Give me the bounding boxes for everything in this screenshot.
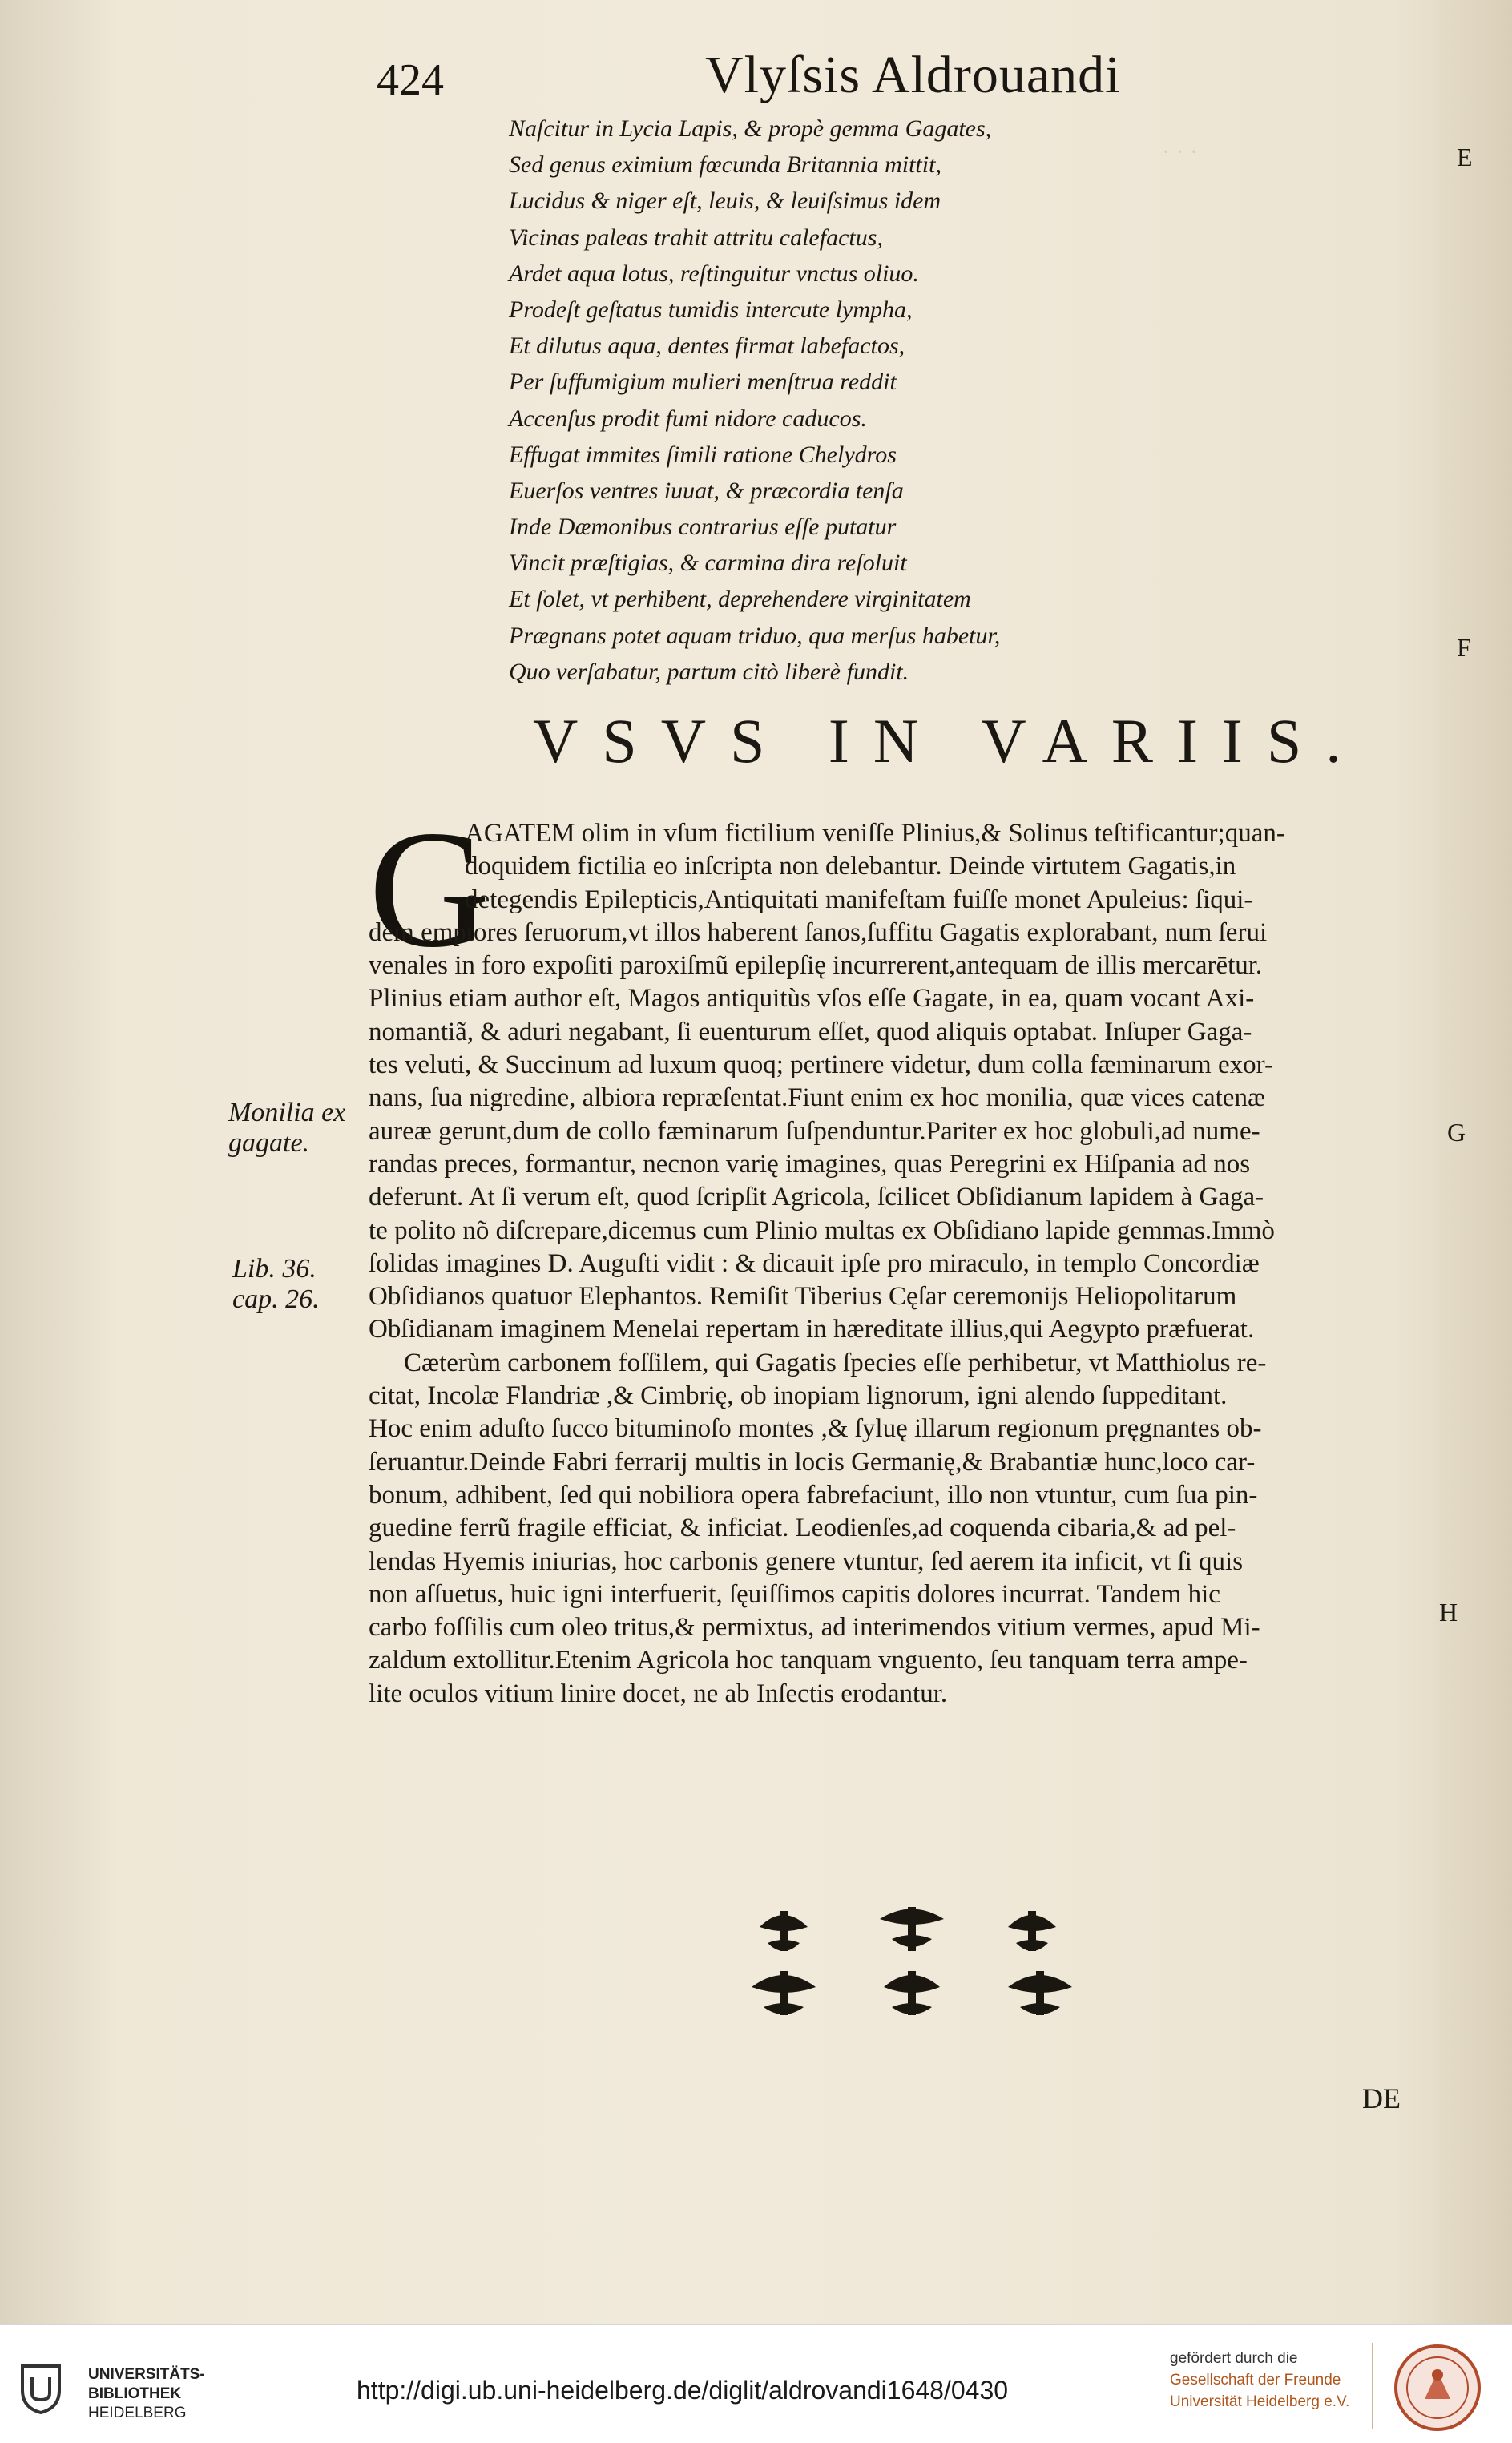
body-line: aureæ gerunt,dum de collo fæminarum ſuſpenduntur.Pariter ex hoc globuli,ad nume- xyxy=(369,1116,1260,1146)
margin-note-line: Lib. 36. xyxy=(232,1254,317,1284)
body-line: Plinius etiam author eſt, Magos antiquitùs vſos eſſe Gagate, in ea, quam vocant Axi- xyxy=(369,984,1255,1014)
body-line: zaldum extollitur.Etenim Agricola hoc tanquam vnguento, ſeu tanquam terra ampe- xyxy=(369,1646,1248,1675)
body-line: te polito nõ diſcrepare,dicemus cum Plinio multas ex Obſidiano lapide gemmas.Immò xyxy=(369,1215,1275,1245)
funder-line: Gesellschaft der Freunde xyxy=(1170,2372,1341,2389)
drop-cap: G xyxy=(369,796,490,982)
ornament-fleuron xyxy=(1008,1911,1056,1951)
body-line: dem emptores ſeruorum,vt illos haberent ſanos,ſuffitu Gagatis explorabant, num ſerui xyxy=(369,917,1268,947)
signature-mark: G xyxy=(1447,1118,1466,1147)
body-line: citat, Incolæ Flandriæ ,& Cimbrię, ob inopiam lignorum, igni alendo ſuppeditant. xyxy=(369,1381,1228,1411)
signature-mark: H xyxy=(1439,1598,1458,1627)
catchword: DE xyxy=(1362,2082,1401,2114)
poem-line: Naſcitur in Lycia Lapis, & propè gemma Gagates, xyxy=(509,115,992,142)
funder-line: Universität Heidelberg e.V. xyxy=(1170,2393,1350,2410)
body-line: doquidem fictilia eo inſcripta non delebantur. Deinde virtutem Gagatis,in xyxy=(465,852,1236,881)
university-seal-icon xyxy=(1393,2343,1482,2433)
footer-divider xyxy=(1372,2343,1373,2429)
margin-note-line: cap. 26. xyxy=(232,1284,320,1314)
page-number: 424 xyxy=(377,55,444,105)
body-line: Obſidianam imaginem Menelai repertam in hæreditate illius,qui Aegypto præfuerat. xyxy=(369,1315,1255,1344)
institution-line: UNIVERSITÄTS- xyxy=(88,2366,205,2383)
poem-line: Prodeſt geſtatus tumidis intercute lympha, xyxy=(509,296,913,323)
body-line: ſolidas imagines D. Auguſti vidit : & dicauit ipſe pro miraculo, in templo Concordiæ xyxy=(369,1248,1260,1278)
body-line: bonum, adhibent, ſed qui nobiliora opera fabrefaciunt, illo non vtuntur, cum ſua pin- xyxy=(369,1480,1258,1510)
body-line: nans, ſua nigredine, albiora repræſentat.Fiunt enim ex hoc monilia, quæ vices catenæ xyxy=(369,1083,1265,1113)
poem-line: Inde Dæmonibus contrarius eſſe putatur xyxy=(509,514,897,541)
body-line: Cæterùm carbonem foſſilem, qui Gagatis ſpecies eſſe perhibetur, vt Matthiolus re- xyxy=(404,1348,1267,1377)
poem-line: Per ſuffumigium mulieri menſtrua reddit xyxy=(509,369,897,396)
poem-line: Et dilutus aqua, dentes firmat labefactos, xyxy=(509,333,905,360)
section-heading: VSVS IN VARIIS. xyxy=(533,706,1365,776)
printers-ornament xyxy=(744,1895,1112,2023)
margin-note-line: Monilia ex xyxy=(228,1098,346,1127)
poem-line: Euerſos ventres iuuat, & præcordia tenſa xyxy=(509,477,904,504)
body-line: AGATEM olim in vſum fictilium veniſſe Plinius,& Solinus teſtificantur;quan- xyxy=(465,819,1285,848)
body-line: randas preces, formantur, necnon varię imagines, quas Peregrini ex Hiſpania ad nos xyxy=(369,1149,1251,1179)
poem-line: Vicinas paleas trahit attritu calefactus, xyxy=(509,224,883,251)
body-line: nomantiã, & aduri negabant, ſi euenturum eſſet, quod aliquis optabat. Inſuper Gaga- xyxy=(369,1017,1252,1046)
signature-mark: F xyxy=(1457,633,1471,662)
bleed-through-text: · · · xyxy=(1162,139,1198,165)
poem-verses xyxy=(509,111,1230,690)
permalink-url[interactable]: http://digi.ub.uni-heidelberg.de/diglit/aldrovandi1648/0430 xyxy=(357,2376,1009,2405)
margin-note-line: gagate. xyxy=(228,1128,310,1158)
poem-line: Ardet aqua lotus, reſtinguitur vnctus oliuo. xyxy=(509,260,919,287)
ornament-fleuron xyxy=(1008,1971,1072,2015)
body-line: Obſidianos quatuor Elephantos. Remiſit Tiberius Cęſar ceremonijs Heliopolitarum xyxy=(369,1282,1237,1312)
poem-line: Sed genus eximium fœcunda Britannia mittit, xyxy=(509,151,941,179)
ornament-fleuron xyxy=(880,1907,944,1951)
running-title: Vlyſsis Aldrouandi xyxy=(705,46,1121,104)
university-library-logo-icon xyxy=(16,2361,66,2414)
institution-line: BIBLIOTHEK xyxy=(88,2385,182,2402)
poem-line: Vincit præſtigias, & carmina dira reſoluit xyxy=(509,550,907,577)
poem-line: Lucidus & niger eſt, leuis, & leuiſsimus idem xyxy=(509,187,941,215)
margin-note-lib xyxy=(232,1254,320,1315)
body-line: venales in foro expoſiti paroxiſmũ epilepſię incurrerent,antequam de illis mercarētur. xyxy=(369,951,1263,981)
page-header xyxy=(377,40,1210,112)
university-library-name xyxy=(88,2365,205,2423)
body-line: guedine ferrũ fragile efficiat, & inficiat. Leodienſes,ad coquenda cibaria,& ad pel- xyxy=(369,1514,1236,1543)
body-line: deferunt. At ſi verum eſt, quod ſcripſit Agricola, ſcilicet Obſidianum lapidem à Gaga- xyxy=(369,1183,1264,1212)
poem-line: Quo verſabatur, partum citò liberè fundit. xyxy=(509,658,909,685)
body-line: lendas Hyemis iniurias, hoc carbonis genere vtuntur, ſed aerem ita inficit, vt ſi quis xyxy=(369,1546,1244,1576)
ornament-fleuron xyxy=(760,1911,808,1951)
institution-line: HEIDELBERG xyxy=(88,2405,187,2421)
viewer-footer xyxy=(0,2324,1512,2443)
funded-by-label: gefördert durch die xyxy=(1170,2350,1298,2367)
poem-line: Prægnans potet aquam triduo, qua merſus habetur, xyxy=(509,622,1001,649)
ornament-fleuron xyxy=(884,1971,940,2015)
margin-note-monilia xyxy=(228,1098,345,1159)
body-line: carbo foſſilis cum oleo tritus,& permixtus, ad interimendos vitium vermes, apud Mi- xyxy=(369,1613,1260,1643)
body-line: ſeruantur.Deinde Fabri ferrarij multis in locis Germanię,& Brabantiæ hunc,loco car- xyxy=(369,1447,1256,1477)
ornament-fleuron xyxy=(752,1971,816,2015)
body-text xyxy=(369,817,1446,1711)
poem-line: Effugat immites ſimili ratione Chelydros xyxy=(509,441,897,468)
poem-line: Accenſus prodit fumi nidore caducos. xyxy=(509,405,867,432)
body-line: detegendis Epilepticis,Antiquitati manifeſtam fuiſſe monet Apuleius: ſiqui- xyxy=(465,885,1253,914)
funding-credit xyxy=(1170,2348,1349,2413)
body-line: lite oculos vitium linire docet, ne ab Inſectis erodantur. xyxy=(369,1679,948,1708)
signature-mark: E xyxy=(1457,143,1473,171)
body-line: non aſſuetus, huic igni interfuerit, ſęuiſſimos capitis dolores incurrat. Tandem hic xyxy=(369,1579,1220,1609)
body-line: tes veluti, & Succinum ad luxum quoq; pertinere videtur, dum colla fæminarum exor- xyxy=(369,1050,1273,1080)
body-line: Hoc enim aduſto ſucco bituminoſo montes ,& ſyluę illarum regionum pręgnantes ob- xyxy=(369,1414,1262,1444)
poem-line: Et ſolet, vt perhibent, deprehendere virginitatem xyxy=(509,586,971,613)
